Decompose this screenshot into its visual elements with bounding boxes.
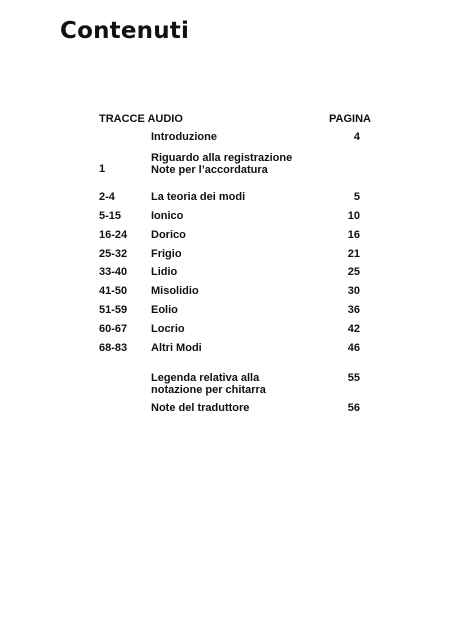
entry-title-line: Ionico (151, 210, 184, 222)
entry-title (151, 131, 326, 143)
entry-title-line: Note del traduttore (151, 402, 250, 414)
entry-title-line: Frigio (151, 248, 182, 260)
track-range: 25-32 (99, 248, 128, 260)
entry-title (151, 248, 326, 260)
entry-title (151, 372, 326, 396)
page-number: 36 (347, 304, 360, 316)
track-range: 51-59 (99, 304, 128, 316)
entry-title-line: Lidio (151, 266, 178, 278)
page-title: Contenuti (60, 18, 190, 44)
page-number: 21 (347, 248, 360, 260)
entry-title-line: Dorico (151, 229, 186, 241)
entry-title-line: Legenda relativa alla (151, 372, 260, 384)
page-number: 56 (347, 402, 360, 414)
track-range: 2-4 (99, 191, 115, 203)
page-number: 55 (347, 372, 360, 384)
entry-title-line: La teoria dei modi (151, 191, 246, 203)
track-range: 5-15 (99, 210, 122, 222)
page-number: 46 (347, 342, 360, 354)
entry-title-line: notazione per chitarra (151, 384, 266, 396)
entry-title-line: Misolidio (151, 285, 199, 297)
entry-title-line: Altri Modi (151, 342, 202, 354)
entry-title (151, 402, 326, 414)
page-number: 4 (353, 131, 360, 143)
page-number: 25 (347, 266, 360, 278)
track-range: 1 (99, 163, 106, 175)
entry-title (151, 210, 326, 222)
page-number: 30 (347, 285, 360, 297)
entry-title (151, 323, 326, 335)
entry-title (151, 152, 326, 176)
entry-title-line: Riguardo alla registrazione (151, 152, 293, 164)
entry-title (151, 229, 326, 241)
page-number: 16 (347, 229, 360, 241)
track-range: 68-83 (99, 342, 128, 354)
entry-title-line: Introduzione (151, 131, 217, 143)
track-range: 41-50 (99, 285, 128, 297)
page-number: 5 (353, 191, 360, 203)
entry-title (151, 304, 326, 316)
track-range: 33-40 (99, 266, 128, 278)
entry-title (151, 342, 326, 354)
page-column-header: PAGINA (329, 113, 371, 125)
page-number: 42 (347, 323, 360, 335)
entry-title-line: Note per l’accordatura (151, 164, 268, 176)
track-range: 60-67 (99, 323, 128, 335)
entry-title-line: Eolio (151, 304, 178, 316)
entry-title (151, 285, 326, 297)
page-number: 10 (347, 210, 360, 222)
entry-title (151, 191, 326, 203)
entry-title (151, 266, 326, 278)
entry-title-line: Locrio (151, 323, 185, 335)
tracks-column-header: TRACCE AUDIO (99, 113, 183, 125)
track-range: 16-24 (99, 229, 128, 241)
